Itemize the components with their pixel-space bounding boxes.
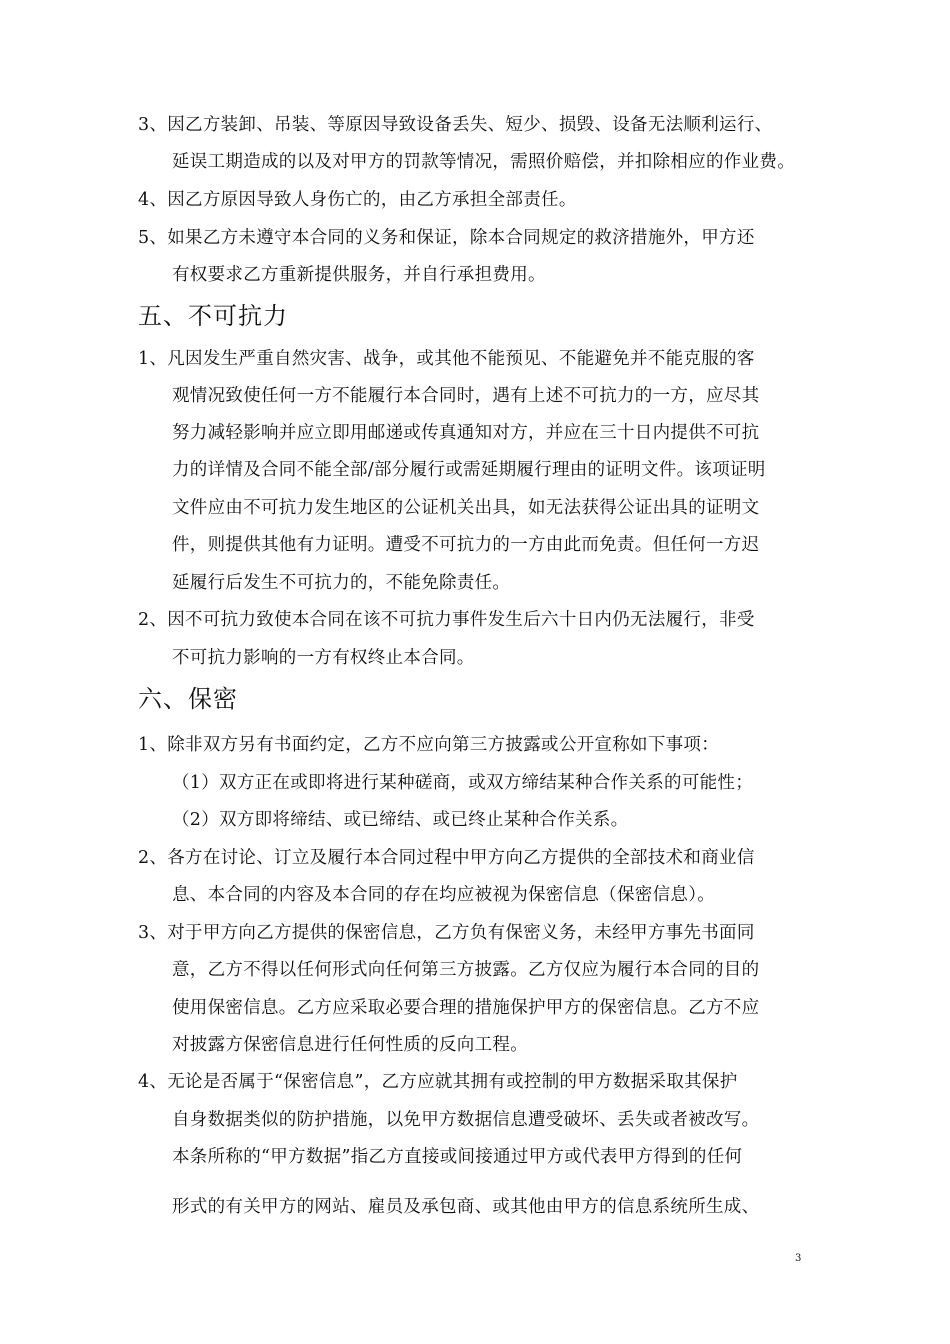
text-line: 件，则提供其他有力证明。遭受不可抗力的一方由此而免责。但任何一方迟 (172, 535, 760, 555)
text-line: 2、因不可抗力致使本合同在该不可抗力事件发生后六十日内仍无法履行，非受 (138, 610, 755, 630)
text-line: （2）双方即将缔结、或已缔结、或已终止某种合作关系。 (172, 810, 629, 830)
text-line: 形式的有关甲方的网站、雇员及承包商、或其他由甲方的信息系统所生成、 (172, 1197, 760, 1217)
section-heading: 六、保密 (138, 685, 238, 713)
text-line: 自身数据类似的防护措施，以免甲方数据信息遭受破坏、丢失或者被改写。 (172, 1110, 760, 1130)
text-line: 力的详情及合同不能全部/部分履行或需延期履行理由的证明文件。该项证明 (172, 460, 766, 480)
section-heading: 五、不可抗力 (138, 302, 288, 330)
text-line: 3、因乙方装卸、吊装、等原因导致设备丢失、短少、损毁、设备无法顺利运行、 (138, 115, 773, 135)
text-line: 4、无论是否属于“保密信息”，乙方应就其拥有或控制的甲方数据采取其保护 (138, 1072, 738, 1092)
text-line: 5、如果乙方未遵守本合同的义务和保证，除本合同规定的救济措施外，甲方还 (138, 228, 755, 248)
text-line: 息、本合同的内容及本合同的存在均应被视为保密信息（保密信息）。 (172, 885, 716, 905)
text-line: 本条所称的“甲方数据”指乙方直接或间接通过甲方或代表甲方得到的任何 (172, 1147, 743, 1167)
text-line: 1、除非双方另有书面约定，乙方不应向第三方披露或公开宣称如下事项： (138, 735, 720, 755)
text-line: 观情况致使任何一方不能履行本合同时，遇有上述不可抗力的一方，应尽其 (172, 386, 760, 406)
text-line: （1）双方正在或即将进行某种磋商，或双方缔结某种合作关系的可能性； (172, 773, 754, 793)
text-line: 文件应由不可抗力发生地区的公证机关出具，如无法获得公证出具的证明文 (172, 498, 760, 518)
text-line: 3、对于甲方向乙方提供的保密信息，乙方负有保密义务，未经甲方事先书面同 (138, 923, 755, 943)
text-line: 不可抗力影响的一方有权终止本合同。 (172, 648, 475, 668)
text-line: 意，乙方不得以任何形式向任何第三方披露。乙方仅应为履行本合同的目的 (172, 960, 760, 980)
text-line: 有权要求乙方重新提供服务，并自行承担费用。 (172, 265, 546, 285)
text-line: 使用保密信息。乙方应采取必要合理的措施保护甲方的保密信息。乙方不应 (172, 998, 760, 1018)
text-line: 对披露方保密信息进行任何性质的反向工程。 (172, 1035, 528, 1055)
text-line: 2、各方在讨论、订立及履行本合同过程中甲方向乙方提供的全部技术和商业信 (138, 848, 755, 868)
page-number: 3 (795, 1253, 802, 1264)
text-line: 延误工期造成的以及对甲方的罚款等情况，需照价赔偿，并扣除相应的作业费。 (172, 152, 795, 172)
text-line: 1、凡因发生严重自然灾害、战争，或其他不能预见、不能避免并不能克服的客 (138, 349, 755, 369)
text-line: 努力减轻影响并应立即用邮递或传真通知对方，并应在三十日内提供不可抗 (172, 423, 760, 443)
text-line: 延履行后发生不可抗力的，不能免除责任。 (172, 573, 511, 593)
text-line: 4、因乙方原因导致人身伤亡的，由乙方承担全部责任。 (138, 190, 577, 210)
